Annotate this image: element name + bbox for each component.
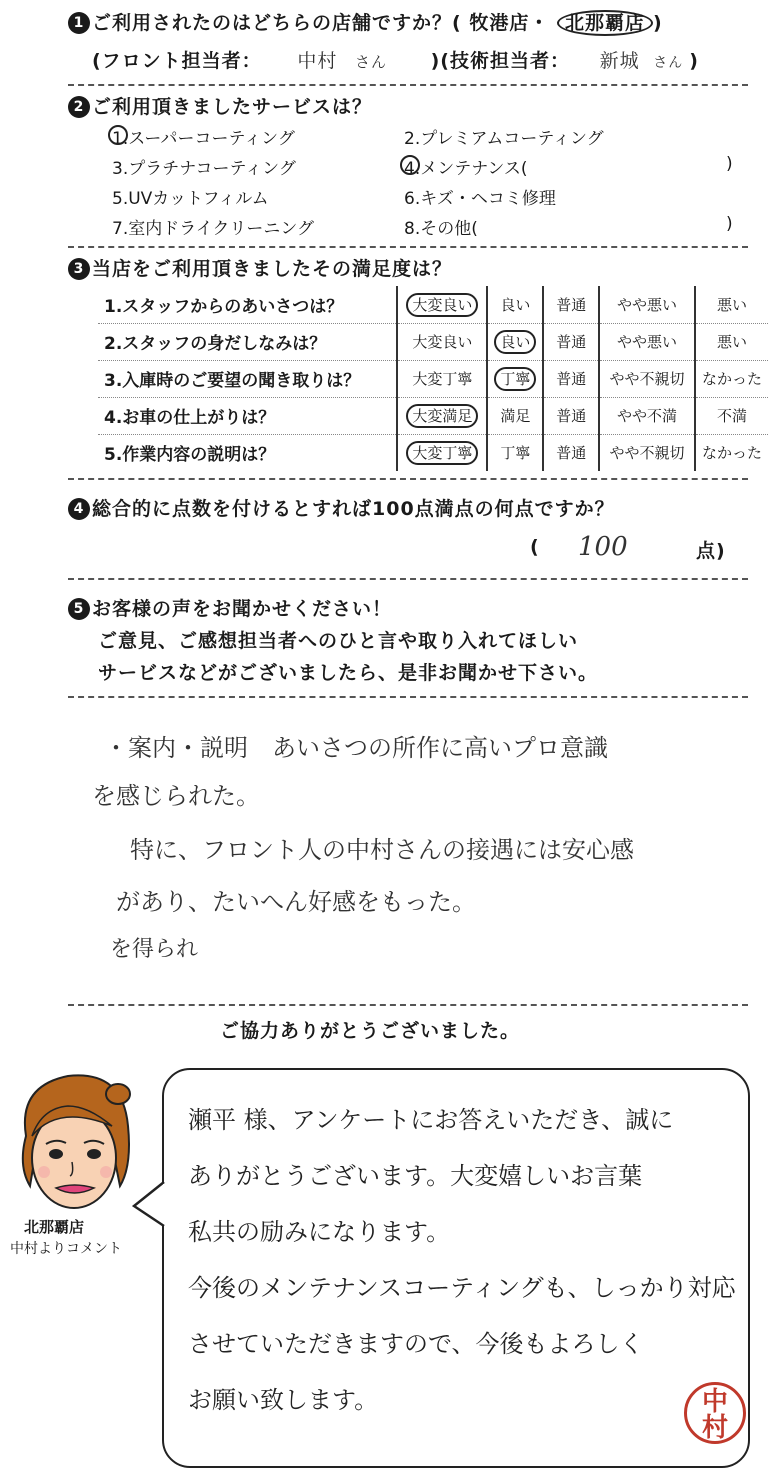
divider	[68, 84, 748, 86]
service-option-3: 3.プラチナコーティング	[112, 159, 296, 179]
satisfaction-choice	[599, 286, 695, 323]
satisfaction-row	[98, 286, 768, 323]
comment-line-2: を感じられた。	[92, 782, 260, 810]
q1-question: ご利用されたのはどちらの店舗ですか？(	[92, 12, 462, 34]
comment-line-4: があり、たいへん好感をもった。	[116, 888, 476, 916]
satisfaction-choice-label: 良い	[500, 295, 531, 314]
service-option-label: 1.スーパーコーティング	[112, 129, 295, 149]
comment-line-5: を得られ	[110, 937, 199, 962]
q4-number: 4	[68, 498, 90, 520]
satisfaction-choice	[695, 397, 768, 434]
satisfaction-choice	[543, 397, 599, 434]
satisfaction-choice	[695, 360, 768, 397]
q1-line	[68, 8, 663, 35]
service-option-8-close: )	[726, 214, 733, 234]
q4-score-open: (	[530, 536, 540, 558]
satisfaction-choice-label: やや悪い	[617, 333, 678, 351]
satisfaction-choice-label: 大変満足	[406, 404, 478, 428]
front-staff-suffix: さん	[354, 53, 387, 71]
satisfaction-row	[98, 397, 768, 434]
satisfaction-choice-label: 丁寧	[494, 367, 536, 391]
q3-line	[68, 254, 452, 281]
satisfaction-choice-selected	[487, 323, 543, 360]
q4-score-unit: 点)	[696, 540, 726, 562]
satisfaction-choice-label: 普通	[556, 333, 587, 351]
satisfaction-choice-label: やや不満	[617, 407, 678, 425]
satisfaction-choice-label: 良い	[494, 330, 536, 354]
service-option-4-selected	[404, 154, 528, 179]
satisfaction-choice	[487, 397, 543, 434]
comment-line-1: ・案内・説明 あいさつの所作に高いプロ意識	[104, 734, 608, 762]
q4-score-value: 100	[578, 532, 628, 562]
q5-number: 5	[68, 598, 90, 620]
satisfaction-choice-selected	[397, 286, 487, 323]
satisfaction-choice	[543, 323, 599, 360]
service-option-8: 8.その他(	[404, 219, 478, 239]
nakamura-seal-stamp	[684, 1382, 746, 1444]
service-option-label: 4.メンテナンス(	[404, 159, 528, 179]
satisfaction-choice	[397, 323, 487, 360]
comment-line-3: 特に、フロント人の中村さんの接遇には安心感	[130, 836, 634, 864]
q2-question: ご利用頂きましたサービスは？	[92, 96, 373, 118]
q3-question: 当店をご利用頂きましたその満足度は？	[92, 258, 453, 280]
satisfaction-choice	[695, 286, 768, 323]
satisfaction-choice-label: 普通	[556, 407, 587, 425]
tech-staff-name: 新城	[599, 50, 640, 72]
satisfaction-choice	[695, 323, 768, 360]
service-option-4-close: )	[726, 154, 733, 174]
stamp-char-bottom: 村	[701, 1413, 728, 1443]
satisfaction-row	[98, 323, 768, 360]
satisfaction-choice	[695, 434, 768, 471]
divider	[68, 696, 748, 698]
satisfaction-choice-label: なかった	[701, 444, 762, 463]
bubble-tail	[132, 1180, 166, 1230]
staff-comment-caption: 中村よりコメント	[10, 1241, 122, 1257]
q5-subtext-2: サービスなどがございましたら、是非お聞かせ下さい。	[98, 662, 599, 684]
stamp-char-top: 中	[701, 1387, 728, 1417]
satisfaction-row	[98, 434, 768, 471]
satisfaction-row	[98, 360, 768, 397]
satisfaction-choice-label: 大変丁寧	[412, 370, 473, 388]
q1-staff-close: )	[689, 50, 699, 72]
q4-question: 総合的に点数を付けるとすれば100点満点の何点ですか？	[92, 498, 615, 520]
q1-separator: ・	[529, 12, 550, 34]
reply-line: 瀬平 様、アンケートにお答えいただき、誠に	[188, 1106, 674, 1134]
satisfaction-choice	[599, 434, 695, 471]
q5-line	[68, 594, 392, 621]
divider	[68, 578, 748, 580]
satisfaction-choice-selected	[397, 434, 487, 471]
satisfaction-row-label: 4.お車の仕上がりは？	[98, 397, 397, 434]
satisfaction-row-label: 3.入庫時のご要望の聞き取りは？	[98, 360, 397, 397]
satisfaction-choice-label: やや悪い	[617, 295, 678, 314]
divider	[68, 1004, 748, 1006]
divider	[68, 478, 748, 480]
q5-subtext-1: ご意見、ご感想担当者へのひと言や取り入れてほしい	[98, 630, 579, 652]
satisfaction-row-label: 2.スタッフの身だしなみは？	[98, 323, 397, 360]
service-option-6: 6.キズ・ヘコミ修理	[404, 189, 556, 209]
q1-shop-kitanaha-selected: 北那覇店	[557, 10, 653, 36]
reply-text	[188, 1092, 736, 1428]
service-option-7: 7.室内ドライクリーニング	[112, 219, 315, 239]
satisfaction-choice	[599, 323, 695, 360]
reply-line: お願い致します。	[188, 1386, 379, 1414]
satisfaction-choice-label: 不満	[716, 407, 747, 425]
satisfaction-choice	[543, 434, 599, 471]
satisfaction-choice	[397, 360, 487, 397]
satisfaction-choice	[599, 360, 695, 397]
q4-line	[68, 494, 615, 521]
reply-line: ありがとうございます。大変嬉しいお言葉	[188, 1162, 643, 1190]
satisfaction-choice-label: 大変丁寧	[406, 441, 478, 465]
satisfaction-table	[98, 286, 768, 471]
satisfaction-choice	[543, 360, 599, 397]
satisfaction-choice	[543, 286, 599, 323]
satisfaction-choice-selected	[487, 360, 543, 397]
satisfaction-row-label: 5.作業内容の説明は？	[98, 434, 397, 471]
satisfaction-choice-label: やや不親切	[609, 444, 685, 463]
service-option-5: 5.UVカットフィルム	[112, 189, 269, 209]
q3-number: 3	[68, 258, 90, 280]
q2-number: 2	[68, 96, 90, 118]
staff-avatar	[8, 1066, 142, 1210]
reply-line: 今後のメンテナンスコーティングも、しっかり対応	[188, 1274, 736, 1302]
satisfaction-choice-label: 悪い	[716, 295, 747, 314]
satisfaction-choice-selected	[397, 397, 487, 434]
thanks-message: ご協力ありがとうございました。	[220, 1020, 521, 1042]
staff-shop-name: 北那覇店	[24, 1218, 85, 1236]
satisfaction-choice-label: 大変良い	[406, 293, 478, 317]
satisfaction-choice	[599, 397, 695, 434]
front-staff-label: (フロント担当者：	[92, 50, 262, 72]
satisfaction-choice	[487, 434, 543, 471]
satisfaction-choice-label: 大変良い	[412, 333, 473, 351]
satisfaction-choice-label: 普通	[556, 370, 587, 388]
satisfaction-choice-label: 悪い	[716, 333, 747, 351]
tech-staff-suffix: さん	[653, 55, 684, 71]
service-option-1-selected	[112, 124, 295, 149]
q1-number: 1	[68, 12, 90, 34]
q2-line	[68, 92, 372, 119]
reply-line: 私共の励みになります。	[188, 1218, 451, 1246]
satisfaction-choice-label: 丁寧	[500, 444, 531, 463]
q5-question: お客様の声をお聞かせください！	[92, 598, 393, 620]
satisfaction-choice	[487, 286, 543, 323]
q1-shop-makiminato: 牧港店	[469, 12, 530, 34]
satisfaction-row-label: 1.スタッフからのあいさつは？	[104, 296, 344, 317]
front-staff-name: 中村	[297, 50, 338, 72]
satisfaction-choice-label: 普通	[556, 444, 587, 463]
reply-line: させていただきますので、今後もよろしく	[188, 1330, 644, 1358]
tech-staff-label: )(技術担当者：	[430, 50, 570, 72]
satisfaction-choice-label: なかった	[701, 370, 762, 388]
q1-close: )	[652, 12, 663, 34]
satisfaction-choice-label: やや不親切	[609, 370, 685, 388]
satisfaction-choice-label: 満足	[500, 407, 531, 425]
satisfaction-choice-label: 普通	[556, 295, 587, 314]
service-option-2: 2.プレミアムコーティング	[404, 129, 604, 149]
divider	[68, 246, 748, 248]
q1-staff-line	[92, 46, 699, 73]
